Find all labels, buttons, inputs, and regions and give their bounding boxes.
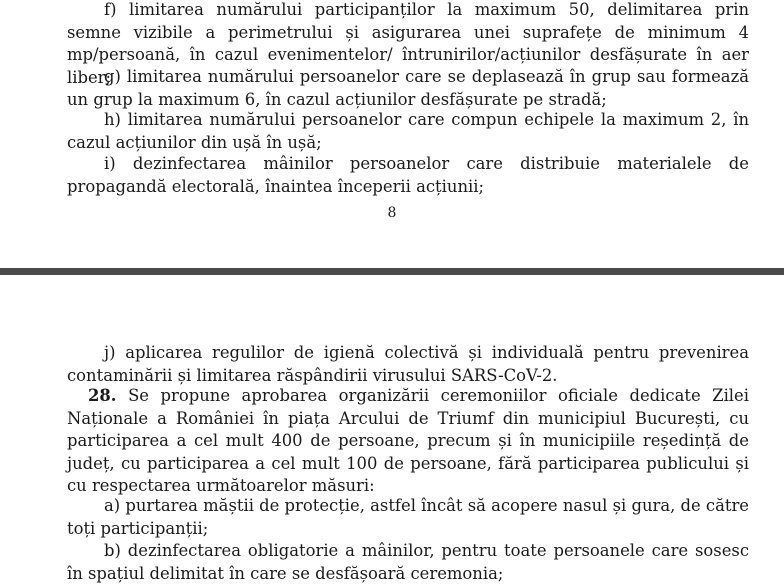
document-page-bottom (0, 275, 784, 587)
list-item-g: g) limitarea numărului persoanelor care se deplasează în grup sau formează un grup la maximum 6, în cazul acțiunilor desfășurate pe stradă; (67, 67, 749, 109)
page-number: 8 (387, 205, 397, 221)
list-item-a: a) purtarea măștii de protecție, astfel încât să acopere nasul și gura, de către toți participanții; (67, 496, 750, 538)
list-item-b: b) dezinfectarea obligatorie a mâinilor, pentru toate persoanele care sosesc în spațiul delimitat în care se desfășoară ceremonia; (67, 541, 749, 583)
article-28: 28. Se propune aprobarea organizării ceremoniilor oficiale dedicate Zilei Naționale a României în piața Arcului de Triumf din municipiul București, cu participarea a cel mult 400 de persoane, precum și în municipiile reședință de județ, cu participarea a cel mult 100 de persoane, fără participarea publicului și cu respectarea următoarelor măsuri: (67, 386, 749, 495)
list-item-i: i) dezinfectarea mâinilor persoanelor care distribuie materialele de propagandă electorală, înaintea începerii acțiunii; (67, 154, 749, 196)
list-item-f: f) limitarea numărului participanților la maximum 50, delimitarea prin semne vizibile a perimetrului și asigurarea unei suprafețe de minimum 4 mp/persoană, în cazul evenimentelor/ întrunirilor/acțiunilor desfășurate în aer liber; (67, 0, 749, 87)
list-item-h: h) limitarea numărului persoanelor care compun echipele la maximum 2, în cazul acțiunilor din ușă în ușă; (67, 110, 749, 152)
article-number: 28. (88, 386, 117, 405)
list-item-j: j) aplicarea regulilor de igienă colectivă și individuală pentru prevenirea contaminării și limitarea răspândirii virusului SARS-CoV-2. (67, 343, 749, 385)
page-divider (0, 268, 784, 275)
document-page-top (0, 0, 784, 268)
